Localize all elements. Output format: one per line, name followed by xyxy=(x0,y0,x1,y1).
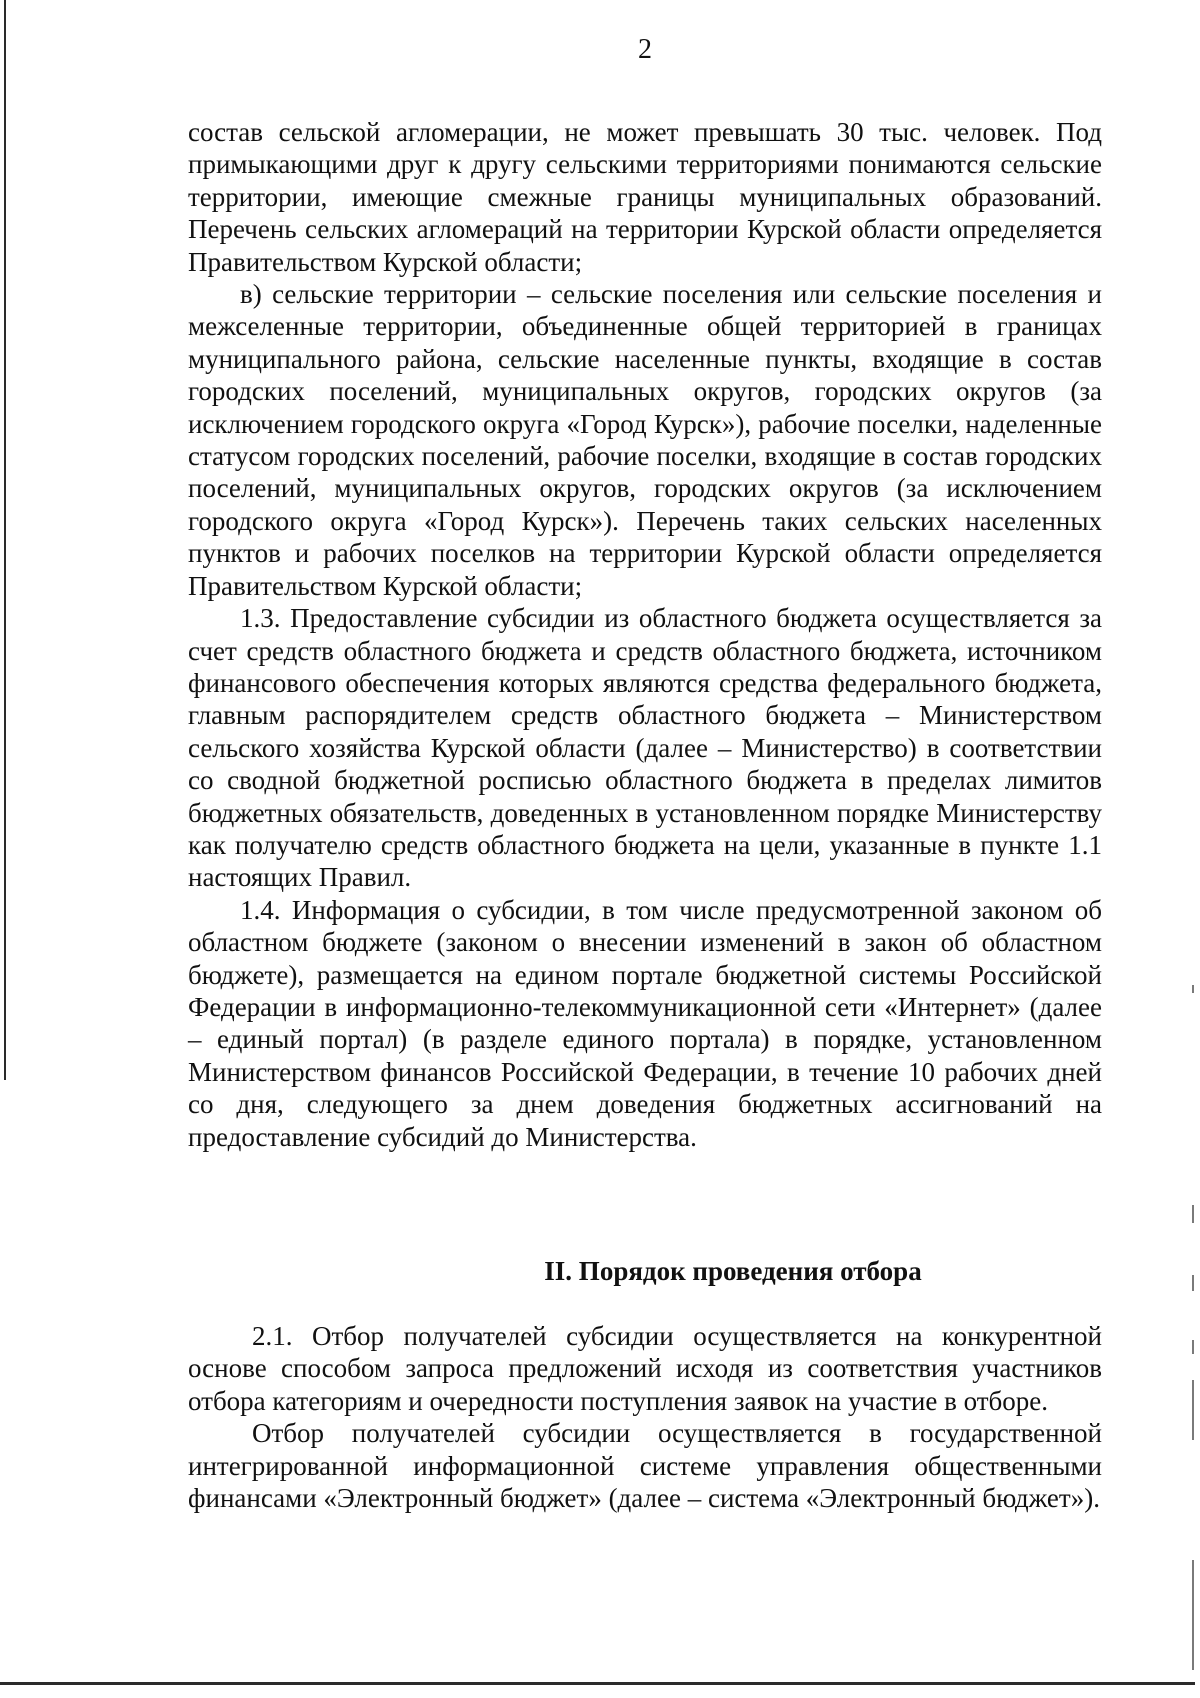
paragraph: состав сельской агломерации, не может превышать 30 тыс. человек. Под примыкающими друг к другу сельскими территориями понимаются сельские территории, имеющие смежные границы муниципальных образований. Перечень сельских агломераций на территории Курской области определяется Правительством Курской области; xyxy=(188,117,1102,277)
paragraph: 2.1. Отбор получателей субсидии осуществляется на конкурентной основе способом запроса предложений исходя из соответствия участников отбора категориям и очередности поступления заявок на участие в отборе. xyxy=(188,1321,1102,1416)
paragraph: Отбор получателей субсидии осуществляется в государственной интегрированной информационной системе управления общественными финансами «Электронный бюджет» (далее – система «Электронный бюджет»). xyxy=(188,1418,1102,1514)
section-heading: II. Порядок проведения отбора xyxy=(544,1256,922,1286)
scan-mark xyxy=(1192,1380,1194,1440)
page-number: 2 xyxy=(638,34,652,65)
document-body xyxy=(188,116,1102,1153)
scan-mark xyxy=(1192,1205,1194,1223)
scan-edge-bottom xyxy=(0,1682,1195,1685)
paragraph: 1.4. Информация о субсидии, в том числе предусмотренной законом об областном бюджете (законом о внесении изменений в закон об областном бюджете), размещается на едином портале бюджетной системы Российской Федерации в информационно-телекоммуникационной сети «Интернет» (далее – единый портал) (в разделе единого портала) в порядке, установленном Министерством финансов Российской Федерации, в течение 10 рабочих дней со дня, следующего за днем доведения бюджетных ассигнований на предоставление субсидий до Министерства. xyxy=(188,894,1102,1152)
scan-mark xyxy=(1192,1340,1194,1354)
scan-edge-left xyxy=(4,0,6,1080)
paragraph: в) сельские территории – сельские поселения или сельские поселения и межселенные территории, объединенные общей территорией в границах муниципального района, сельские населенные пункты, входящие в состав городских поселений, муниципальных округов, городских округов (за исключением городского округа «Город Курск»), рабочие поселки, наделенные статусом городских поселений, рабочие поселки, входящие в состав городских поселений, муниципальных округов, городских округов (за исключением городского округа «Город Курск»). Перечень таких сельских населенных пунктов и рабочих поселков на территории Курской области определяется Правительством Курской области; xyxy=(188,279,1102,601)
scan-mark xyxy=(1192,985,1194,993)
section-body xyxy=(188,1320,1102,1514)
paragraph: 1.3. Предоставление субсидии из областного бюджета осуществляется за счет средств областного бюджета и средств областного бюджета, источником финансового обеспечения которых являются средства федерального бюджета, главным распорядителем средств областного бюджета – Министерством сельского хозяйства Курской области (далее – Министерство) в соответствии со сводной бюджетной росписью областного бюджета в пределах лимитов бюджетных обязательств, доведенных в установленном порядке Министерству как получателю средств областного бюджета на цели, указанные в пункте 1.1 настоящих Правил. xyxy=(188,603,1102,893)
scan-mark xyxy=(1192,1560,1194,1670)
